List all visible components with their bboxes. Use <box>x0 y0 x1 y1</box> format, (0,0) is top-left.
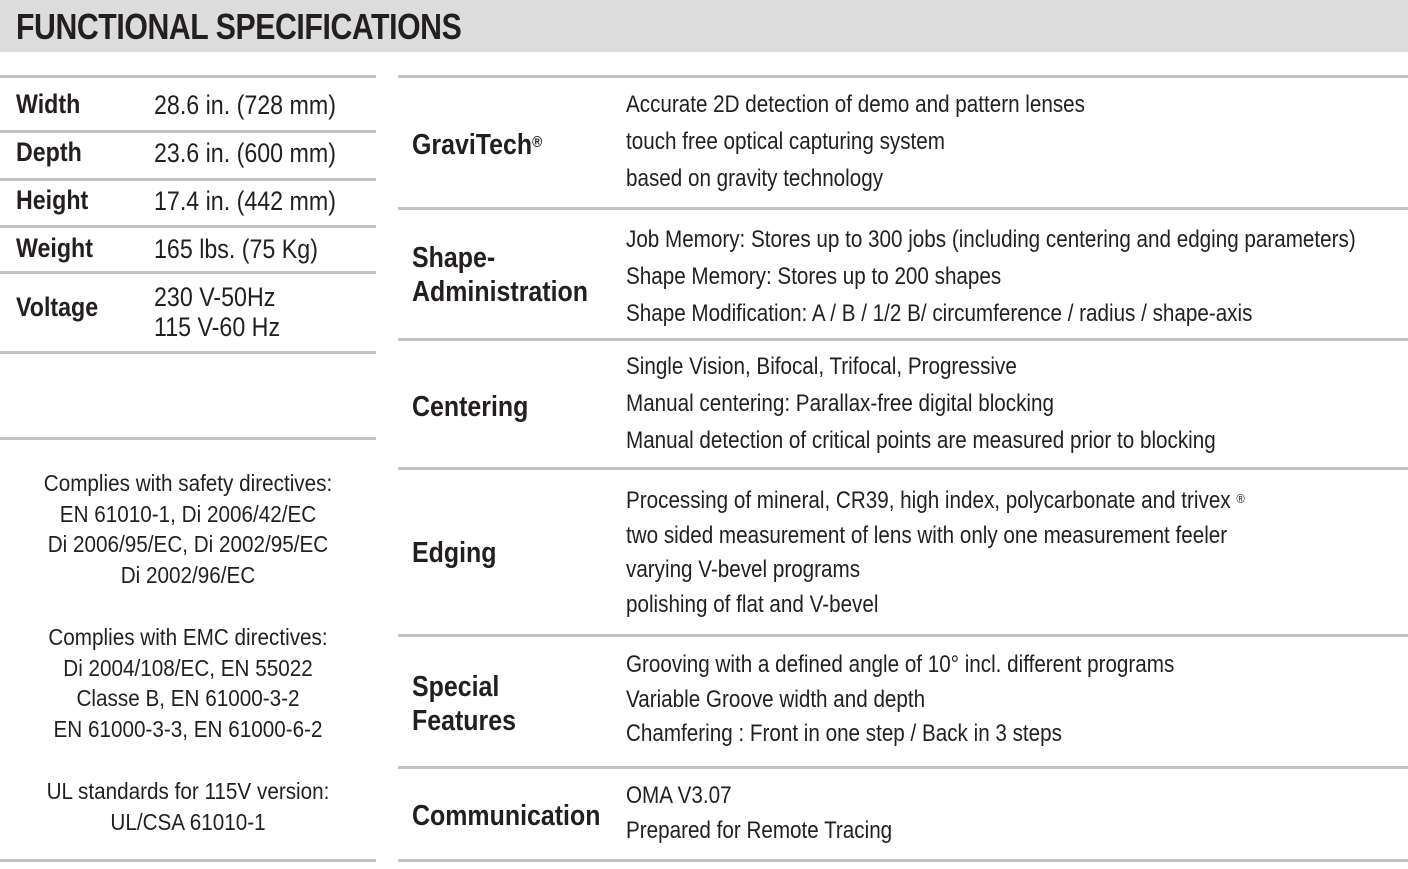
section-label-special-features <box>412 670 516 738</box>
section-label-communication: Communication <box>412 800 601 832</box>
emc-directives <box>0 622 376 744</box>
dimension-value-voltage: 230 V-50Hz <box>154 282 276 312</box>
divider <box>398 338 1408 341</box>
divider <box>398 207 1408 210</box>
detail-line: Shape Modification: A / B / 1/2 B/ circumference / radius / shape-axis <box>626 300 1253 327</box>
section-details-centering <box>626 348 1216 459</box>
section-details-gravitech <box>626 86 1085 197</box>
detail-line: Chamfering : Front in one step / Back in 3 steps <box>626 720 1062 747</box>
section-details-communication <box>626 779 892 848</box>
compliance-line: Di 2004/108/EC, EN 55022 <box>63 654 313 681</box>
divider <box>398 859 1408 862</box>
registered-mark: ® <box>532 134 543 151</box>
section-label-text: Administration <box>412 276 588 308</box>
divider <box>0 75 376 78</box>
safety-directives <box>0 468 376 590</box>
section-details-edging <box>626 484 1245 622</box>
detail-line: Job Memory: Stores up to 300 jobs (including centering and edging parameters) <box>626 226 1356 253</box>
section-label-text: GraviTech <box>412 129 533 161</box>
compliance-notes <box>0 468 376 869</box>
dimension-value-voltage: 115 V-60 Hz <box>154 312 281 342</box>
dimension-value-depth: 23.6 in. (600 mm) <box>154 138 336 168</box>
divider <box>398 634 1408 637</box>
detail-line: Grooving with a defined angle of 10° incl. different programs <box>626 651 1175 678</box>
compliance-line: EN 61010-1, Di 2006/42/EC <box>59 500 317 527</box>
section-label-text: Special <box>412 671 500 703</box>
detail-line: Variable Groove width and depth <box>626 685 926 713</box>
divider <box>0 178 376 181</box>
detail-text: Processing of mineral, CR39, high index, polycarbonate and trivex <box>626 487 1231 514</box>
compliance-line: Di 2002/96/EC <box>120 561 256 588</box>
compliance-line: Complies with EMC directives: <box>48 624 328 650</box>
page-title: FUNCTIONAL SPECIFICATIONS <box>16 6 462 47</box>
detail-line: two sided measurement of lens with only one measurement feeler <box>626 521 1228 549</box>
dimension-label-weight: Weight <box>16 233 93 263</box>
compliance-line: EN 61000-3-3, EN 61000-6-2 <box>53 715 323 742</box>
divider <box>0 225 376 228</box>
registered-mark: ® <box>1236 491 1245 506</box>
detail-line: OMA V3.07 <box>626 782 732 809</box>
detail-line: polishing of flat and V-bevel <box>626 590 879 618</box>
ul-standards <box>0 776 376 837</box>
divider <box>0 271 376 274</box>
compliance-line: Complies with safety directives: <box>43 470 333 496</box>
section-label-text: Features <box>412 705 516 737</box>
section-details-shape-administration <box>626 221 1356 332</box>
compliance-line: Classe B, EN 61000-3-2 <box>76 685 300 711</box>
detail-line: Single Vision, Bifocal, Trifocal, Progressive <box>626 353 1017 380</box>
detail-line: Prepared for Remote Tracing <box>626 816 893 844</box>
section-details-special-features <box>626 648 1174 752</box>
section-label-centering: Centering <box>412 391 529 423</box>
detail-line: Manual centering: Parallax-free digital blocking <box>626 390 1054 417</box>
divider <box>398 766 1408 769</box>
detail-line: touch free optical capturing system <box>626 128 945 155</box>
dimension-value-height: 17.4 in. (442 mm) <box>154 186 336 216</box>
compliance-line: UL standards for 115V version: <box>46 778 330 804</box>
detail-line: based on gravity technology <box>626 165 884 192</box>
section-label-edging: Edging <box>412 537 497 569</box>
section-label-shape-administration <box>412 241 588 309</box>
detail-line: Shape Memory: Stores up to 200 shapes <box>626 263 1002 290</box>
section-label-gravitech <box>412 128 542 162</box>
detail-line <box>626 484 1245 519</box>
divider <box>0 351 376 354</box>
dimension-label-height: Height <box>16 185 89 215</box>
divider <box>0 130 376 133</box>
dimension-label-voltage: Voltage <box>16 292 99 322</box>
detail-line: Accurate 2D detection of demo and pattern lenses <box>626 91 1085 118</box>
compliance-line: UL/CSA 61010-1 <box>110 808 266 835</box>
divider <box>0 437 376 440</box>
detail-line: Manual detection of critical points are measured prior to blocking <box>626 427 1216 454</box>
divider <box>398 467 1408 470</box>
dimension-label-depth: Depth <box>16 137 82 167</box>
dimension-value-width: 28.6 in. (728 mm) <box>154 90 336 120</box>
dimension-value-weight: 165 lbs. (75 Kg) <box>154 234 318 264</box>
dimension-label-width: Width <box>16 89 81 119</box>
section-label-text: Shape- <box>412 242 496 274</box>
compliance-line: Di 2006/95/EC, Di 2002/95/EC <box>47 531 329 557</box>
detail-line: varying V-bevel programs <box>626 556 861 583</box>
divider <box>398 75 1408 78</box>
